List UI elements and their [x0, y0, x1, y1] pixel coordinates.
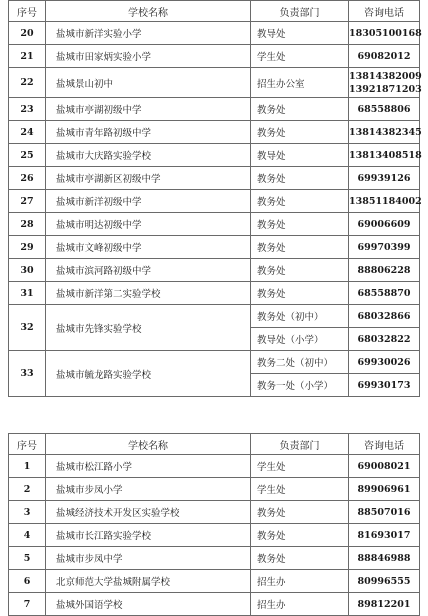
header-dept: 负责部门 [251, 434, 349, 455]
row-number: 21 [9, 45, 46, 68]
table-row [9, 121, 420, 144]
table-row [9, 305, 420, 328]
phone-number [349, 22, 420, 45]
header-dept: 负责部门 [251, 1, 349, 22]
phone-number [349, 98, 420, 121]
phone-number [349, 167, 420, 190]
row-number: 7 [9, 593, 46, 616]
header-no: 序号 [9, 434, 46, 455]
phone-number [349, 282, 420, 305]
table-row [9, 98, 420, 121]
department: 教务处 [251, 167, 349, 190]
department: 学生处 [251, 455, 349, 478]
table-row [9, 259, 420, 282]
department: 教务处 [251, 98, 349, 121]
department: 教导处 [251, 22, 349, 45]
school-name: 北京师范大学盐城附属学校 [46, 570, 251, 593]
row-number: 28 [9, 213, 46, 236]
table-row [9, 68, 420, 98]
phone-number: 68032866 [349, 305, 420, 328]
school-contact-table-1 [8, 0, 420, 397]
row-number: 25 [9, 144, 46, 167]
department: 教务处 [251, 501, 349, 524]
phone-line: 68558870 [357, 287, 411, 299]
school-name: 盐城市松江路小学 [46, 455, 251, 478]
header-school: 学校名称 [46, 434, 251, 455]
phone-number [349, 144, 420, 167]
phone-line: 13813408518 [349, 149, 422, 161]
school-name: 盐城市明达初级中学 [46, 213, 251, 236]
school-name: 盐城市步凤中学 [46, 547, 251, 570]
school-name: 盐城市文峰初级中学 [46, 236, 251, 259]
phone-line: 80996555 [357, 575, 411, 587]
phone-number [349, 68, 420, 98]
phone-line: 13814382009 [349, 70, 422, 82]
phone-line: 69082012 [357, 50, 411, 62]
department: 招生办 [251, 593, 349, 616]
phone-number: 69930173 [349, 374, 420, 397]
department: 教务处 [251, 524, 349, 547]
row-number: 29 [9, 236, 46, 259]
table-row [9, 236, 420, 259]
department: 教务处 [251, 259, 349, 282]
phone-number [349, 190, 420, 213]
phone-number [349, 236, 420, 259]
phone-number [349, 501, 420, 524]
table-row [9, 167, 420, 190]
phone-line: 13814382345 [349, 126, 422, 138]
phone-line: 69939126 [357, 172, 411, 184]
phone-number [349, 259, 420, 282]
table-row [9, 144, 420, 167]
school-name: 盐城市步凤小学 [46, 478, 251, 501]
table-row [9, 213, 420, 236]
phone-line: 89812201 [357, 598, 411, 610]
table-row [9, 22, 420, 45]
department: 教务处（初中） [251, 305, 349, 328]
table-row [9, 45, 420, 68]
school-name: 盐城市长江路实验学校 [46, 524, 251, 547]
school-name: 盐城市田家炳实验小学 [46, 45, 251, 68]
table-body [9, 455, 420, 616]
phone-number [349, 547, 420, 570]
phone-number [349, 45, 420, 68]
phone-number [349, 121, 420, 144]
phone-line: 69970399 [357, 241, 411, 253]
department: 教导处 [251, 144, 349, 167]
phone-number [349, 570, 420, 593]
phone-line: 81693017 [357, 529, 411, 541]
table-row [9, 570, 420, 593]
phone-number [349, 455, 420, 478]
table-row [9, 524, 420, 547]
school-name: 盐城市亭湖新区初级中学 [46, 167, 251, 190]
header-no: 序号 [9, 1, 46, 22]
school-name: 盐城市大庆路实验学校 [46, 144, 251, 167]
table-row [9, 190, 420, 213]
table-row [9, 547, 420, 570]
table-body [9, 22, 420, 397]
header-phone: 咨询电话 [349, 1, 420, 22]
row-number: 26 [9, 167, 46, 190]
row-number: 32 [9, 305, 46, 351]
school-name: 盐城市亭湖初级中学 [46, 98, 251, 121]
phone-line: 88806228 [357, 264, 411, 276]
table-row [9, 478, 420, 501]
header-school: 学校名称 [46, 1, 251, 22]
table-header-row [9, 434, 420, 455]
department: 学生处 [251, 478, 349, 501]
department: 教务处 [251, 213, 349, 236]
school-name: 盐城经济技术开发区实验学校 [46, 501, 251, 524]
table-row [9, 282, 420, 305]
phone-number: 69930026 [349, 351, 420, 374]
row-number: 27 [9, 190, 46, 213]
phone-number: 68032822 [349, 328, 420, 351]
table-row [9, 455, 420, 478]
department: 教务二处（初中） [251, 351, 349, 374]
department: 教务处 [251, 190, 349, 213]
school-name: 盐城市新洋第二实验学校 [46, 282, 251, 305]
school-name: 盐城市先锋实验学校 [46, 305, 251, 351]
table-row [9, 593, 420, 616]
row-number: 3 [9, 501, 46, 524]
row-number: 31 [9, 282, 46, 305]
phone-number [349, 524, 420, 547]
row-number: 1 [9, 455, 46, 478]
school-name: 盐城市毓龙路实验学校 [46, 351, 251, 397]
department: 教导处（小学） [251, 328, 349, 351]
department: 招生办公室 [251, 68, 349, 98]
phone-number [349, 593, 420, 616]
table-header-row [9, 1, 420, 22]
row-number: 22 [9, 68, 46, 98]
school-name: 盐城市青年路初级中学 [46, 121, 251, 144]
phone-line: 13921871203 [349, 83, 422, 95]
phone-line: 88846988 [357, 552, 411, 564]
school-name: 盐城市滨河路初级中学 [46, 259, 251, 282]
row-number: 2 [9, 478, 46, 501]
table-row [9, 351, 420, 374]
school-name: 盐城市新洋实验小学 [46, 22, 251, 45]
school-name: 盐城景山初中 [46, 68, 251, 98]
phone-line: 89906961 [357, 483, 411, 495]
department: 招生办 [251, 570, 349, 593]
school-name: 盐城市新洋初级中学 [46, 190, 251, 213]
phone-line: 69008021 [357, 460, 411, 472]
phone-number [349, 478, 420, 501]
department: 教务处 [251, 236, 349, 259]
row-number: 23 [9, 98, 46, 121]
row-number: 4 [9, 524, 46, 547]
header-phone: 咨询电话 [349, 434, 420, 455]
row-number: 24 [9, 121, 46, 144]
row-number: 5 [9, 547, 46, 570]
row-number: 30 [9, 259, 46, 282]
school-name: 盐城外国语学校 [46, 593, 251, 616]
phone-line: 88507016 [357, 506, 411, 518]
department: 教务处 [251, 121, 349, 144]
table-row [9, 501, 420, 524]
phone-line: 13851184002 [349, 195, 422, 207]
phone-number [349, 213, 420, 236]
department: 教务处 [251, 282, 349, 305]
phone-line: 68558806 [357, 103, 411, 115]
school-contact-table-2 [8, 433, 420, 616]
department: 教务处 [251, 547, 349, 570]
row-number: 20 [9, 22, 46, 45]
row-number: 33 [9, 351, 46, 397]
row-number: 6 [9, 570, 46, 593]
department: 教务一处（小学） [251, 374, 349, 397]
department: 学生处 [251, 45, 349, 68]
phone-line: 18305100168 [349, 27, 422, 39]
phone-line: 69006609 [357, 218, 411, 230]
